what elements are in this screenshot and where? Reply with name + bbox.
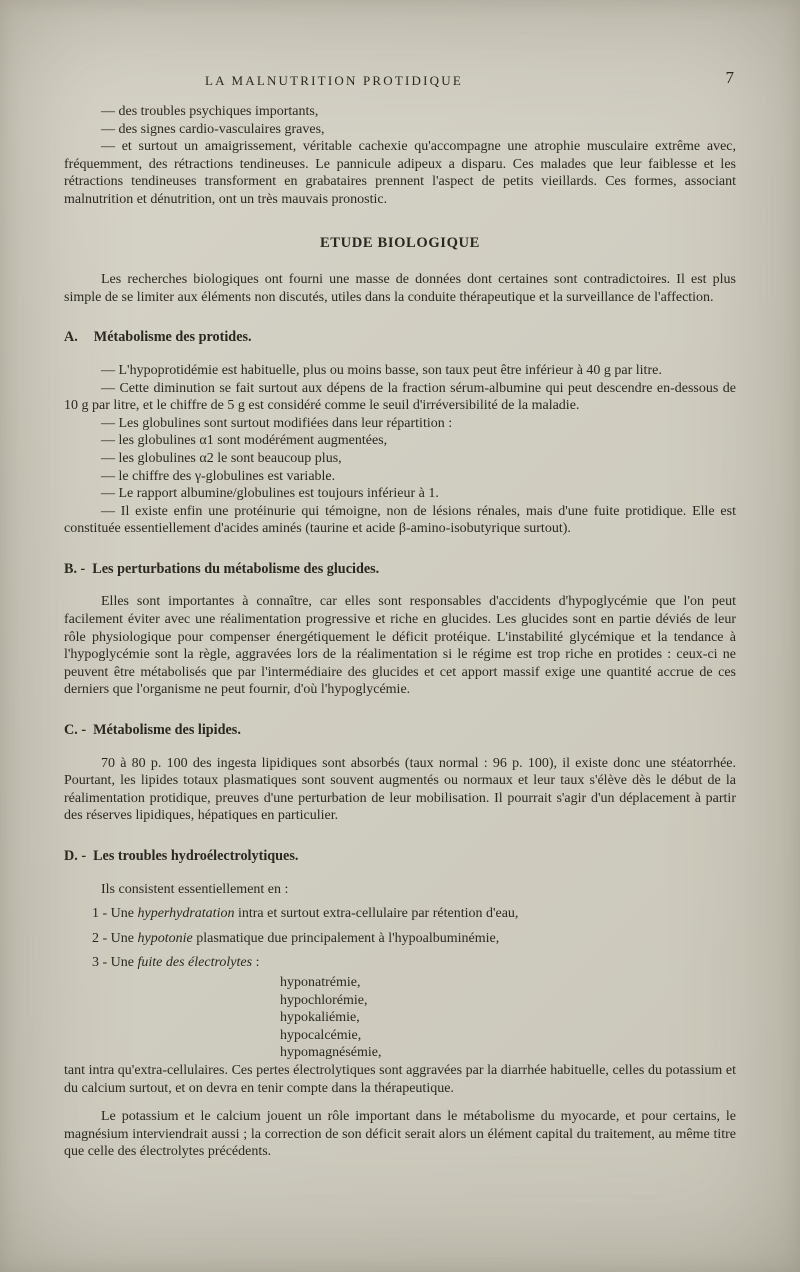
- section-d-title: Les troubles hydroélectrolytiques.: [93, 848, 299, 864]
- running-head: [64, 68, 736, 96]
- paragraph-etude-intro: Les recherches biologiques ont fourni une masse de données dont certaines sont contradictoires. Il est plus simple de se limiter aux éléments non discutés, utiles dans la conduite thérapeutique et la surveillance de l'affection.: [64, 272, 736, 305]
- section-a-dash-item: — Le rapport albumine/globulines est toujours inférieur à 1.: [101, 486, 439, 502]
- section-a-label: A.: [64, 329, 78, 346]
- numbered-item-rest: :: [252, 955, 260, 971]
- electrolyte-list: [280, 974, 736, 1062]
- electrolyte-list-item: hypomagnésémie,: [280, 1045, 382, 1061]
- electrolyte-list-item: hypochlorémie,: [280, 992, 368, 1008]
- section-d-final-paragraph: Le potassium et le calcium jouent un rôle important dans le métabolisme du myocarde, et pour certains, le magnésium interviendrait aussi ; la correction de son déficit serait alors un élément capital du traitement, au même titre que celle des électrolytes précédents.: [64, 1109, 736, 1160]
- numbered-item: [64, 905, 736, 923]
- electrolyte-list-item: hypokaliémie,: [280, 1010, 360, 1026]
- numbered-item-prefix: 3 - Une: [92, 955, 138, 971]
- section-a-dash-item: — Il existe enfin une protéinurie qui témoigne, non de lésions rénales, mais d'une fuite protidique. Elle est constituée essentiellement d'acides aminés (taurine et acide β-amino-isobutyrique surtout).: [64, 503, 736, 537]
- numbered-item: [64, 954, 736, 972]
- section-d-intro: Ils consistent essentiellement en :: [101, 881, 289, 897]
- numbered-item-term: fuite des électrolytes: [137, 955, 253, 971]
- section-heading-etude-biologique: ETUDE BIOLOGIQUE: [319, 234, 481, 251]
- numbered-item: [64, 930, 736, 948]
- section-b-title: Les perturbations du métabolisme des glucides.: [92, 560, 380, 577]
- numbered-item-term: hyperhydratation: [137, 906, 235, 922]
- section-a-dash-item: — le chiffre des γ-globulines est variable.: [101, 468, 336, 484]
- section-c-title: Métabolisme des lipides.: [93, 722, 241, 739]
- section-a-title: Métabolisme des protides.: [93, 329, 252, 346]
- intro-dash-item: — des troubles psychiques importants,: [101, 104, 319, 119]
- numbered-item-term: hypotonie: [137, 930, 193, 946]
- electrolyte-list-item: hypocalcémie,: [280, 1027, 362, 1043]
- section-c-label: C. -: [64, 722, 87, 739]
- section-a-dash-item: — les globulines α1 sont modérément augmentées,: [101, 433, 388, 449]
- page-title: LA MALNUTRITION PROTIDIQUE: [205, 73, 463, 88]
- section-b-paragraph: Elles sont importantes à connaître, car elles sont responsables d'accidents d'hypoglycémie que l'on peut facilement éviter avec une réalimentation progressive et riche en glucides. Les glucides sont en partie déviés de leur rôle physiologique pour compenser énergétiquement le déficit protéique. L'instabilité glycémique et la tendance à l'hypoglycémie sont la règle, aggravées lors de la réalimentation si le régime est trop riche en protides : ceux-ci ne peuvent être métabolisés que par l'intermédiaire des glucides et cet apport massif exige une quantité accrue de ces derniers que l'organisme ne peut fournir, d'où l'hypoglycémie.: [64, 594, 736, 698]
- electrolyte-list-item: hyponatrémie,: [280, 974, 361, 990]
- numbered-item-prefix: 2 - Une: [92, 930, 138, 946]
- section-heading-d: [64, 848, 736, 866]
- numbered-item-rest: intra et surtout extra-cellulaire par rétention d'eau,: [234, 906, 519, 922]
- numbered-item-rest: plasmatique due principalement à l'hypoalbuminémie,: [192, 930, 500, 946]
- intro-dash-item: — des signes cardio-vasculaires graves,: [101, 121, 325, 137]
- page-body: [64, 103, 736, 1161]
- page-number: 7: [725, 68, 734, 87]
- section-heading-a: [64, 329, 736, 347]
- intro-dash-item: — et surtout un amaigrissement, véritable cachexie qu'accompagne une atrophie musculaire extrême avec, fréquemment, des rétractions tendineuses. Le pannicule adipeux a disparu. Ces malades que leur faiblesse et les rétractions tendineuses transforment en grabataires prennent l'aspect de petits vieillards. Ces formes, associant malnutrition et dénutrition, ont un très mauvais pronostic.: [64, 139, 736, 207]
- section-c-paragraph: 70 à 80 p. 100 des ingesta lipidiques sont absorbés (taux normal : 96 p. 100), il existe donc une stéatorrhée. Pourtant, les lipides totaux plasmatiques sont souvent augmentés ou normaux et leur taux s'élève dès le début de la réalimentation protidique, preuves d'une perturbation de leur mobilisation. Il pourrait s'agir d'un déplacement à partir des réserves lipidiques, hépatiques en particulier.: [64, 755, 736, 824]
- section-a-dash-item: — les globulines α2 le sont beaucoup plus,: [101, 450, 342, 466]
- section-heading-b: [64, 561, 736, 579]
- numbered-item-prefix: 1 - Une: [92, 906, 138, 922]
- section-d-label: D. -: [64, 848, 87, 864]
- section-heading-c: [64, 722, 736, 740]
- section-a-dash-item: — L'hypoprotidémie est habituelle, plus ou moins basse, son taux peut être inférieur à 40 g par litre.: [101, 362, 662, 378]
- section-d-continuation: tant intra qu'extra-cellulaires. Ces pertes électrolytiques sont aggravées par la diarrhée habituelle, celles du potassium et du calcium surtout, et on devra en tenir compte dans la thérapeutique.: [64, 1062, 736, 1096]
- section-b-label: B. -: [64, 560, 86, 577]
- section-a-dash-item: — Cette diminution se fait surtout aux dépens de la fraction sérum-albumine qui peut descendre en-dessous de 10 g par litre, et le chiffre de 5 g est considéré comme le seuil d'irréversibilité de la maladie.: [64, 380, 736, 414]
- section-a-dash-item: — Les globulines sont surtout modifiées dans leur répartition :: [101, 415, 453, 431]
